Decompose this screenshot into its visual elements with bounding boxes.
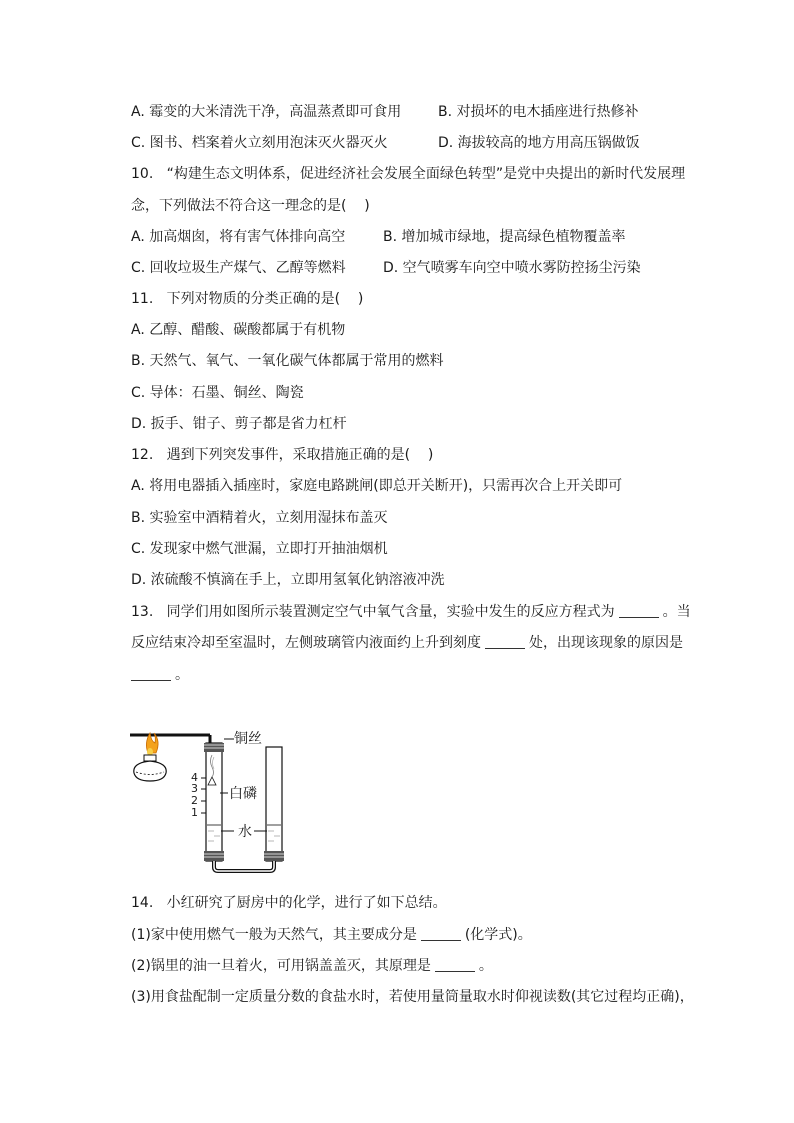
label-copper-wire: 铜丝 <box>234 731 262 747</box>
q10-stem-line2: 念，下列做法不符合这一理念的是( ) <box>131 198 370 214</box>
q12-stem: 12. 遇到下列突发事件，采取措施正确的是( ) <box>131 447 434 463</box>
q10-option-d: D. 空气喷雾车向空中喷水雾防控扬尘污染 <box>383 260 641 276</box>
q14-part3: (3)用食盐配制一定质量分数的食盐水时，若使用量筒量取水时仰视读数(其它过程均正确)， <box>131 989 694 1005</box>
q10-option-a: A. 加高烟囱，将有害气体排向高空 <box>131 229 346 245</box>
q13-text-1a: 13. 同学们用如图所示装置测定空气中氧气含量，实验中发生的反应方程式为 <box>131 604 615 620</box>
q9-option-b: B. 对损坏的电木插座进行热修补 <box>438 104 639 120</box>
q10-option-c: C. 回收垃圾生产煤气、乙醇等燃料 <box>131 260 346 276</box>
q13-stem-line3 <box>131 665 189 685</box>
q13-text-3b: 。 <box>175 667 189 683</box>
label-white-phosphorus: 白磷 <box>229 786 257 802</box>
answer-blank-formula[interactable] <box>421 926 461 941</box>
q14-stem: 14. 小红研究了厨房中的化学，进行了如下总结。 <box>131 895 447 911</box>
q10-option-b: B. 增加城市绿地，提高绿色植物覆盖率 <box>383 229 626 245</box>
q9-option-a: A. 霉变的大米清洗干净，高温蒸煮即可食用 <box>131 104 402 120</box>
q13-text-1b: 。当 <box>662 604 691 620</box>
q12-option-d: D. 浓硫酸不慎滴在手上，立即用氢氧化钠溶液冲洗 <box>131 572 445 588</box>
oxygen-apparatus-figure <box>128 725 298 875</box>
apparatus-drawing <box>128 725 298 875</box>
scale-tick-1: 1 <box>191 806 198 819</box>
q12-option-a: A. 将用电器插入插座时，家庭电路跳闸(即总开关断开)，只需再次合上开关即可 <box>131 478 623 494</box>
q13-stem-line2 <box>131 633 683 653</box>
q14-text-1b: (化学式)。 <box>464 927 532 943</box>
q14-text-2b: 。 <box>478 958 493 974</box>
q14-text-1a: (1)家中使用燃气一般为天然气，其主要成分是 <box>131 927 417 943</box>
q12-option-c: C. 发现家中燃气泄漏，立即打开抽油烟机 <box>131 541 388 557</box>
label-water: 水 <box>238 824 252 840</box>
scale-tick-3: 3 <box>191 782 198 795</box>
answer-blank-principle[interactable] <box>435 957 475 972</box>
scale-tick-4: 4 <box>191 771 198 784</box>
q11-option-a: A. 乙醇、醋酸、碳酸都属于有机物 <box>131 322 346 338</box>
answer-blank-scale[interactable] <box>485 634 525 649</box>
scale-tick-2: 2 <box>191 794 198 807</box>
q13-text-2b: 处，出现该现象的原因是 <box>529 635 683 651</box>
q13-text-2a: 反应结束冷却至室温时，左侧玻璃管内液面约上升到刻度 <box>131 635 481 651</box>
q13-stem-line1 <box>131 602 691 622</box>
q14-text-2a: (2)锅里的油一旦着火，可用锅盖盖灭，其原理是 <box>131 958 431 974</box>
q9-option-d: D. 海拔较高的地方用高压锅做饭 <box>438 135 640 151</box>
q11-option-b: B. 天然气、氧气、一氧化碳气体都属于常用的燃料 <box>131 353 444 369</box>
q12-option-b: B. 实验室中酒精着火，立刻用湿抹布盖灭 <box>131 510 388 526</box>
q14-part2 <box>131 956 493 976</box>
q14-part1 <box>131 925 532 945</box>
q10-stem-line1: 10. “构建生态文明体系，促进经济社会发展全面绿色转型”是党中央提出的新时代发展理 <box>131 166 686 182</box>
q11-option-c: C. 导体：石墨、铜丝、陶瓷 <box>131 385 304 401</box>
q9-option-c: C. 图书、档案着火立刻用泡沫灭火器灭火 <box>131 135 388 151</box>
answer-blank-reason[interactable] <box>131 666 171 681</box>
q11-option-d: D. 扳手、钳子、剪子都是省力杠杆 <box>131 416 347 432</box>
q11-stem: 11. 下列对物质的分类正确的是( ) <box>131 291 364 307</box>
answer-blank-equation[interactable] <box>619 603 659 618</box>
